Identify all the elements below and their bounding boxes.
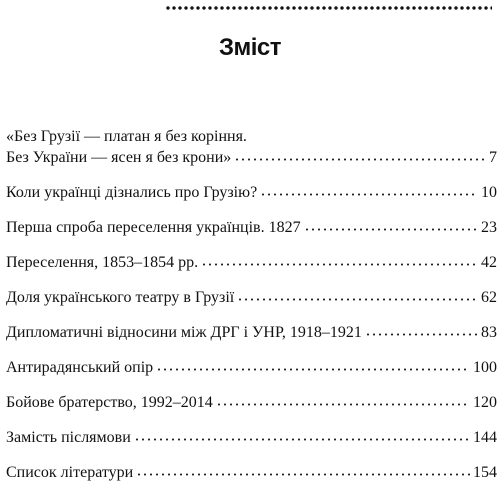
toc-entry-title: Доля українського театру в Грузії (6, 289, 235, 306)
dot-leader (365, 333, 478, 336)
toc-entry-title: Дипломатичні відносини між ДРГ і УНР, 1918–1921 (6, 324, 362, 341)
toc-entry[interactable] (6, 322, 497, 357)
toc-entry-page: 62 (481, 289, 497, 306)
toc-entry-page: 120 (473, 394, 497, 411)
toc-entry-title: Антирадянський опір (6, 359, 154, 376)
dot-leader (134, 438, 470, 441)
dotted-rule (165, 4, 492, 12)
toc-entry-title: Коли українці дізнались про Грузію? (6, 184, 258, 201)
toc-entry-title: Переселення, 1853–1854 рр. (6, 254, 199, 271)
toc-entry[interactable] (6, 357, 497, 392)
toc-entry-title: Бойове братерство, 1992–2014 (6, 394, 213, 411)
toc-entry-page: 154 (473, 464, 497, 481)
toc-entry[interactable] (6, 252, 497, 287)
toc-entry-title: Перша спроба переселення українців. 1827 (6, 219, 301, 236)
dot-leader (237, 298, 478, 301)
page-title: Зміст (218, 34, 282, 61)
table-of-contents (6, 126, 497, 497)
dot-leader (234, 158, 486, 161)
toc-entry[interactable] (6, 287, 497, 322)
toc-entry-page: 100 (473, 359, 497, 376)
toc-entry-title-line1: «Без Грузії — платан я без коріння. (6, 128, 247, 145)
toc-entry-page: 83 (481, 324, 497, 341)
toc-entry[interactable] (6, 217, 497, 252)
toc-entry-page: 42 (481, 254, 497, 271)
toc-entry-page: 7 (489, 149, 497, 166)
toc-entry[interactable] (6, 182, 497, 217)
dot-leader (216, 403, 470, 406)
toc-entry[interactable] (6, 427, 497, 462)
toc-entry-page: 23 (481, 219, 497, 236)
dot-leader (260, 193, 478, 196)
toc-entry-title: Без України — ясен я без крони» (6, 149, 232, 166)
toc-entry-page: 144 (473, 429, 497, 446)
toc-entry[interactable] (6, 462, 497, 497)
toc-entry[interactable] (6, 392, 497, 427)
dot-leader (156, 368, 470, 371)
toc-entry-title: Список літератури (6, 464, 134, 481)
dot-leader (304, 228, 478, 231)
toc-entry-title: Замість післямови (6, 429, 131, 446)
dot-leader (136, 473, 470, 476)
dot-leader (201, 263, 478, 266)
toc-entry[interactable] (6, 126, 497, 182)
toc-entry-page: 10 (481, 184, 497, 201)
